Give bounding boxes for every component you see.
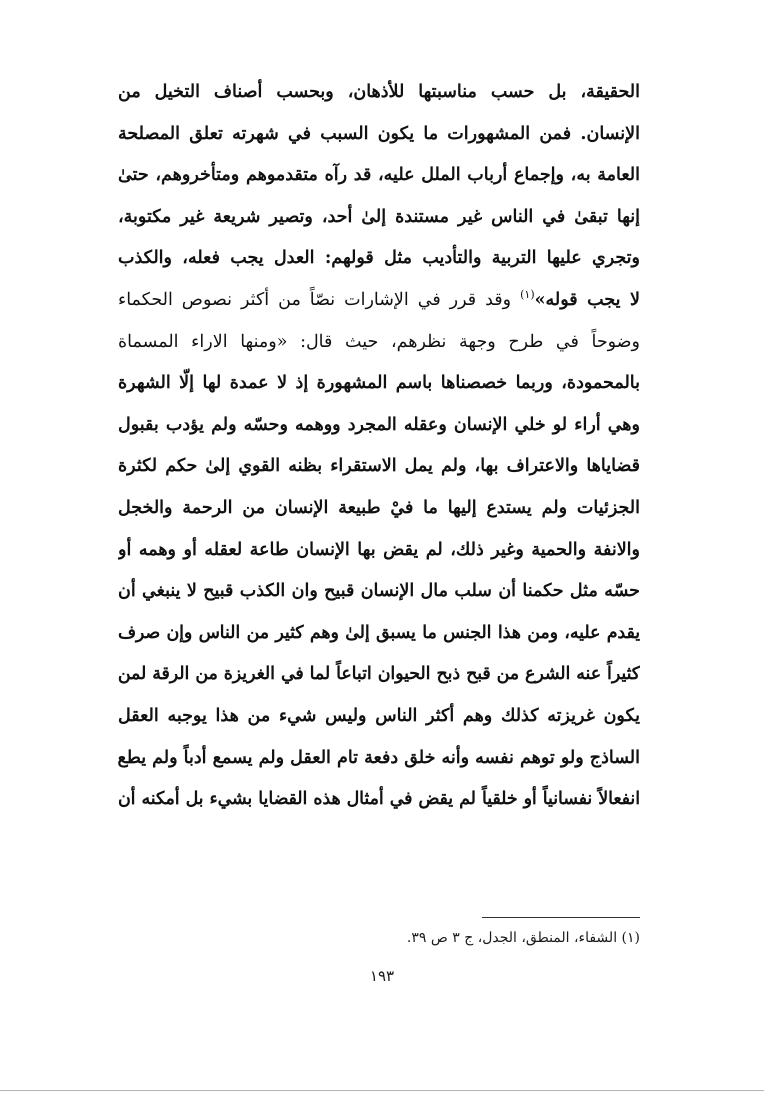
text-line-6 [118,280,640,322]
text-line-12: والانفة والحمية وغير ذلك، لم يقض بها الإنسان طاعة لعقله أو وهمه أو [118,539,640,560]
text-line-7: وضوحاً في طرح وجهة نظرهم، حيث قال: «ومنها الاراء المسماة [118,331,640,352]
footnote-divider [482,917,640,918]
text-line-10: قضاياها والاعتراف بها، ولم يمل الاستقراء بظنه القوي إلىٰ حكم لكثرة [118,456,640,477]
text-line-8: بالمحمودة، وربما خصصناها باسم المشهورة إذ لا عمدة لها إلّا الشهرة [118,373,640,394]
text-line-3: العامة به، وإجماع أرباب الملل عليه، قد رآه متقدموهم ومتأخروهم، حتىٰ [118,165,640,186]
main-text-block [118,72,640,821]
page-number: ١٩٣ [369,967,395,985]
text-line-17: الساذج ولو توهم نفسه وأنه خلق دفعة تام العقل ولم يسمع أدباً ولم يطع [118,747,640,768]
footnote-reference: (١) [520,288,535,302]
scan-edge-line [0,1090,764,1091]
text-line-2: الإنسان. فمن المشهورات ما يكون السبب في شهرته تعلق المصلحة [118,123,640,144]
text-line-18: انفعالاً نفسانياً أو خلقياً لم يقض في أمثال هذه القضايا بشيء بل أمكنه أن [118,789,640,810]
text-line-11: الجزئيات ولم يستدع إليها ما فيْ طبيعة الإنسان من الرحمة والخجل [118,497,640,518]
text-line-14: يقدم عليه، ومن هذا الجنس ما يسبق إلىٰ وهم كثير من الناس وإن صرف [118,622,640,643]
text-line-1: الحقيقة، بل حسب مناسبتها للأذهان، وبحسب أصناف التخيل من [118,82,640,102]
quote-end-bold: لا يجب قوله» [534,289,640,310]
text-line-9: وهي أراء لو خلي الإنسان وعقله المجرد ووهمه وحسّه ولم يؤدب بقبول [118,414,640,435]
line-6-rest: وقد قرر في الإشارات نصّاً من أكثر نصوص الحكماء [118,289,521,310]
text-line-16: يكون غريزته كذلك وهم أكثر الناس وليس شيء من هذا يوجبه العقل [118,705,640,726]
footnote: (١) الشفاء، المنطق، الجدل، ج ٣ ص ٣٩. [406,930,640,946]
text-line-15: كثيراً عنه الشرع من قبح ذبح الحيوان اتباعاً لما في الغريزة من الرقة لمن [118,664,640,685]
text-line-13: حسّه مثل حكمنا أن سلب مال الإنسان قبيح وان الكذب قبيح لا ينبغي أن [118,581,640,602]
text-line-4: إنها تبقىٰ في الناس غير مستندة إلىٰ أحد، وتصير شريعة غير مكتوبة، [118,206,640,227]
text-line-5: وتجري عليها التربية والتأديب مثل قولهم: العدل يجب فعله، والكذب [118,248,640,269]
